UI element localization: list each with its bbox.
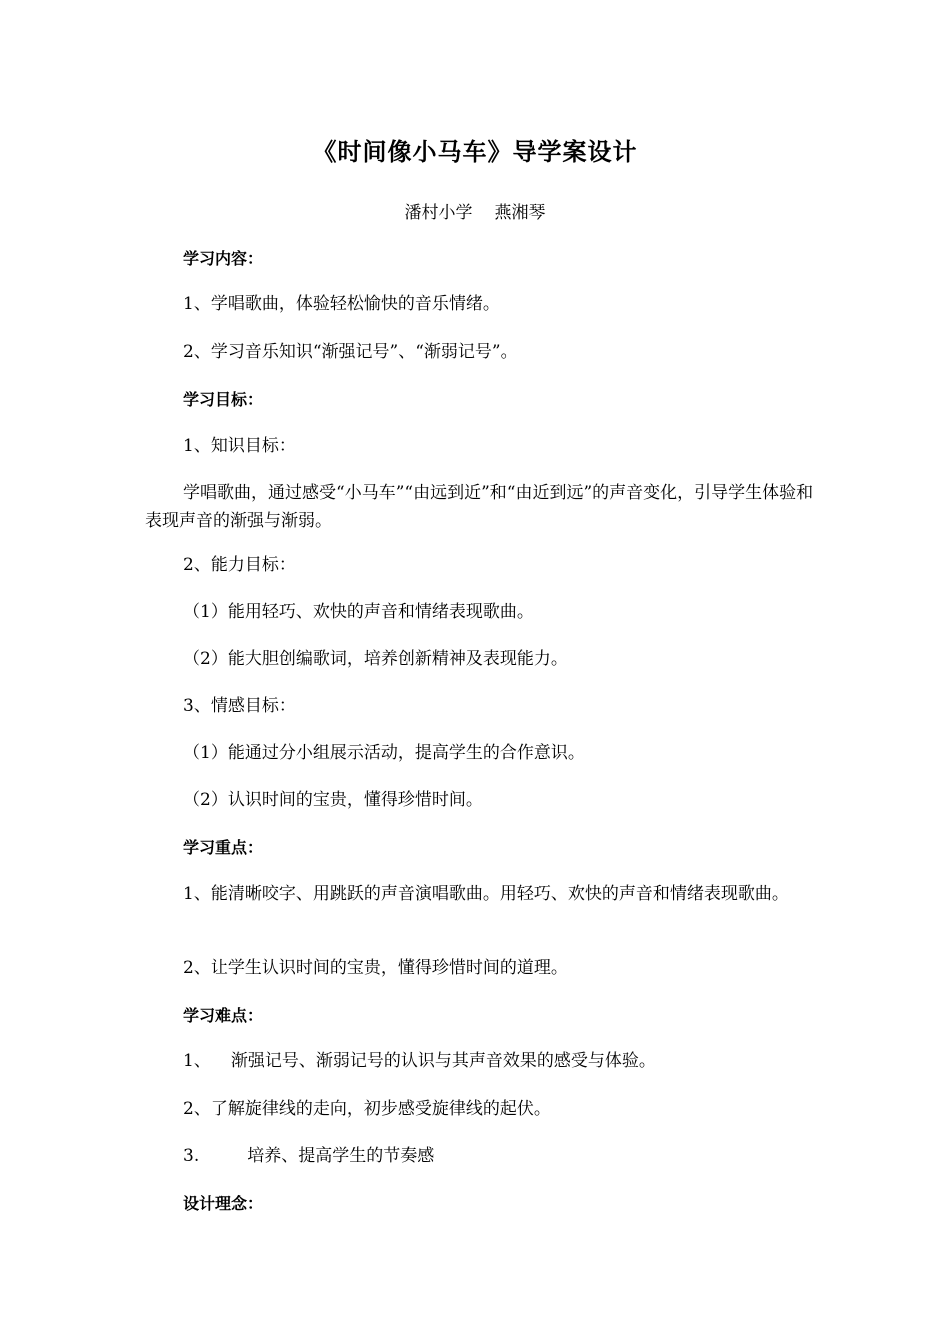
goal-ability-heading: 2、能力目标： — [183, 555, 296, 575]
section-heading-difficulty: 学习难点： — [183, 1006, 264, 1025]
content-item-1: 1、学唱歌曲，体验轻松愉快的音乐情绪。 — [183, 294, 500, 314]
section-heading-goals: 学习目标： — [183, 390, 264, 409]
goal-emotion-heading: 3、情感目标： — [183, 696, 296, 716]
difficulty-item-1-number: 1、 — [183, 1051, 211, 1071]
author-school: 潘村小学 — [404, 203, 473, 223]
goal-knowledge-heading: 1、知识目标： — [183, 436, 296, 456]
goal-ability-item-1: （1）能用轻巧、欢快的声音和情绪表现歌曲。 — [183, 602, 534, 622]
difficulty-item-3 — [183, 1142, 434, 1170]
difficulty-item-3-text: 培养、提高学生的节奏感 — [247, 1146, 435, 1166]
difficulty-item-1 — [183, 1047, 656, 1075]
goal-emotion-item-1: （1）能通过分小组展示活动，提高学生的合作意识。 — [183, 743, 585, 763]
author-line — [0, 198, 950, 223]
author-name: 燕湘琴 — [494, 203, 546, 223]
difficulty-item-2: 2、了解旋律线的走向，初步感受旋律线的起伏。 — [183, 1099, 551, 1119]
section-heading-content: 学习内容： — [183, 249, 264, 268]
goal-knowledge-text: 学唱歌曲，通过感受“小马车”“由远到近”和“由近到远”的声音变化，引导学生体验和表现声音的渐强与渐弱。 — [145, 483, 814, 531]
goal-ability-item-2: （2）能大胆创编歌词，培养创新精神及表现能力。 — [183, 649, 568, 669]
difficulty-item-1-text: 渐强记号、渐弱记号的认识与其声音效果的感受与体验。 — [230, 1051, 656, 1071]
content-item-2: 2、学习音乐知识“渐强记号”、“渐弱记号”。 — [183, 342, 518, 362]
key-item-1: 1、能清晰咬字、用跳跃的声音演唱歌曲。用轻巧、欢快的声音和情绪表现歌曲。 — [183, 884, 789, 904]
key-item-2: 2、让学生认识时间的宝贵，懂得珍惜时间的道理。 — [183, 958, 568, 978]
section-heading-key: 学习重点： — [183, 838, 264, 857]
document-title: 《时间像小马车》导学案设计 — [312, 138, 638, 166]
section-heading-design: 设计理念： — [183, 1194, 264, 1213]
goal-emotion-item-2: （2）认识时间的宝贵，懂得珍惜时间。 — [183, 790, 483, 810]
difficulty-item-3-number: 3. — [183, 1146, 200, 1166]
